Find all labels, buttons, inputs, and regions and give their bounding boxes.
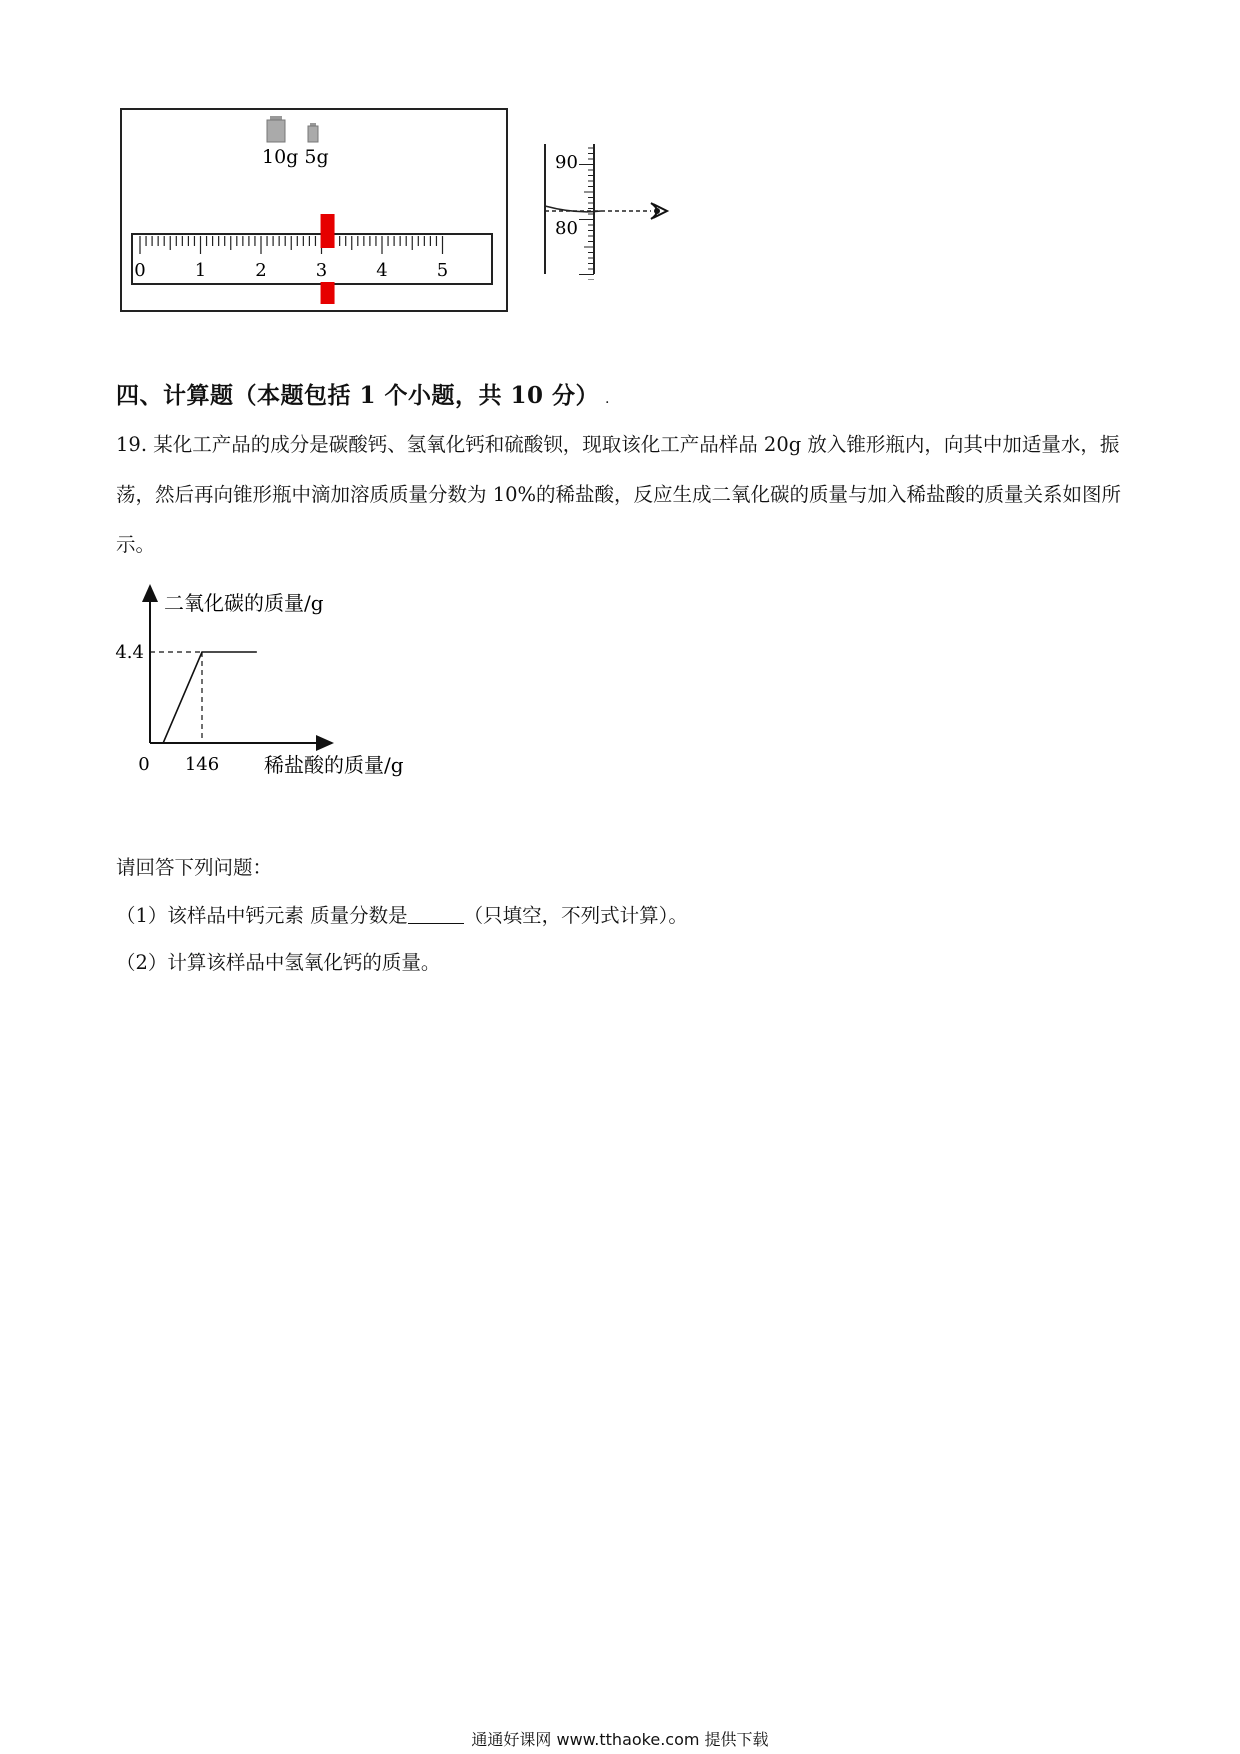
weight-10g-icon xyxy=(267,116,285,142)
x-tick-label: 146 xyxy=(184,754,220,775)
rider-marker xyxy=(321,214,335,248)
ruler-label: 4 xyxy=(376,260,388,281)
y-axis-label: 二氧化碳的质量/g xyxy=(164,591,324,615)
co2-mass-chart xyxy=(110,580,440,780)
sub-question-1-suffix: （只填空，不列式计算）。 xyxy=(463,904,688,927)
x-axis-label: 稀盐酸的质量/g xyxy=(264,753,404,777)
sub-question-1 xyxy=(116,900,688,928)
y-tick-label: 4.4 xyxy=(115,642,144,663)
section-heading-mark: . xyxy=(605,391,610,407)
sub-question-1-text: （1）该样品中钙元素 质量分数是 xyxy=(116,904,408,927)
question-19-text: 19. 某化工产品的成分是碳酸钙、氢氧化钙和硫酸钡，现取该化工产品样品 20g 放入锥形瓶内，向其中加适量水，振荡，然后再向锥形瓶中滴加溶质质量分数为 10%的稀盐酸，反应生成二氧化碳的质量与加入稀盐酸的质量关系如图所示。 xyxy=(116,433,1122,556)
rider-marker-bottom xyxy=(321,282,335,304)
cylinder-ticks xyxy=(579,148,594,280)
cylinder-label-upper: 90 xyxy=(555,152,578,173)
ruler-label: 0 xyxy=(134,260,146,281)
cylinder-label-lower: 80 xyxy=(555,218,578,239)
origin-label: 0 xyxy=(138,754,150,775)
balance-svg xyxy=(122,110,510,314)
sub-question-2: （2）计算该样品中氢氧化钙的质量。 xyxy=(116,951,441,974)
section-heading xyxy=(116,377,610,410)
eye-icon xyxy=(651,203,667,219)
weight-5g-icon xyxy=(308,123,318,142)
cylinder-figure xyxy=(535,140,685,280)
ruler-label: 5 xyxy=(436,260,449,281)
co2-series-line xyxy=(150,652,257,743)
ruler-label: 2 xyxy=(255,260,267,281)
page-footer: 通通好课网 www.tthaoke.com 提供下载 xyxy=(471,1730,769,1749)
answer-prompt: 请回答下列问题： xyxy=(116,856,273,879)
balance-figure xyxy=(120,108,508,312)
ruler-label: 3 xyxy=(315,260,328,281)
answer-blank[interactable] xyxy=(408,903,464,924)
ruler-label: 1 xyxy=(194,260,207,281)
weights-label: 10g 5g xyxy=(262,146,329,168)
section-heading-text: 四、计算题（本题包括 1 个小题，共 10 分） xyxy=(116,382,600,409)
